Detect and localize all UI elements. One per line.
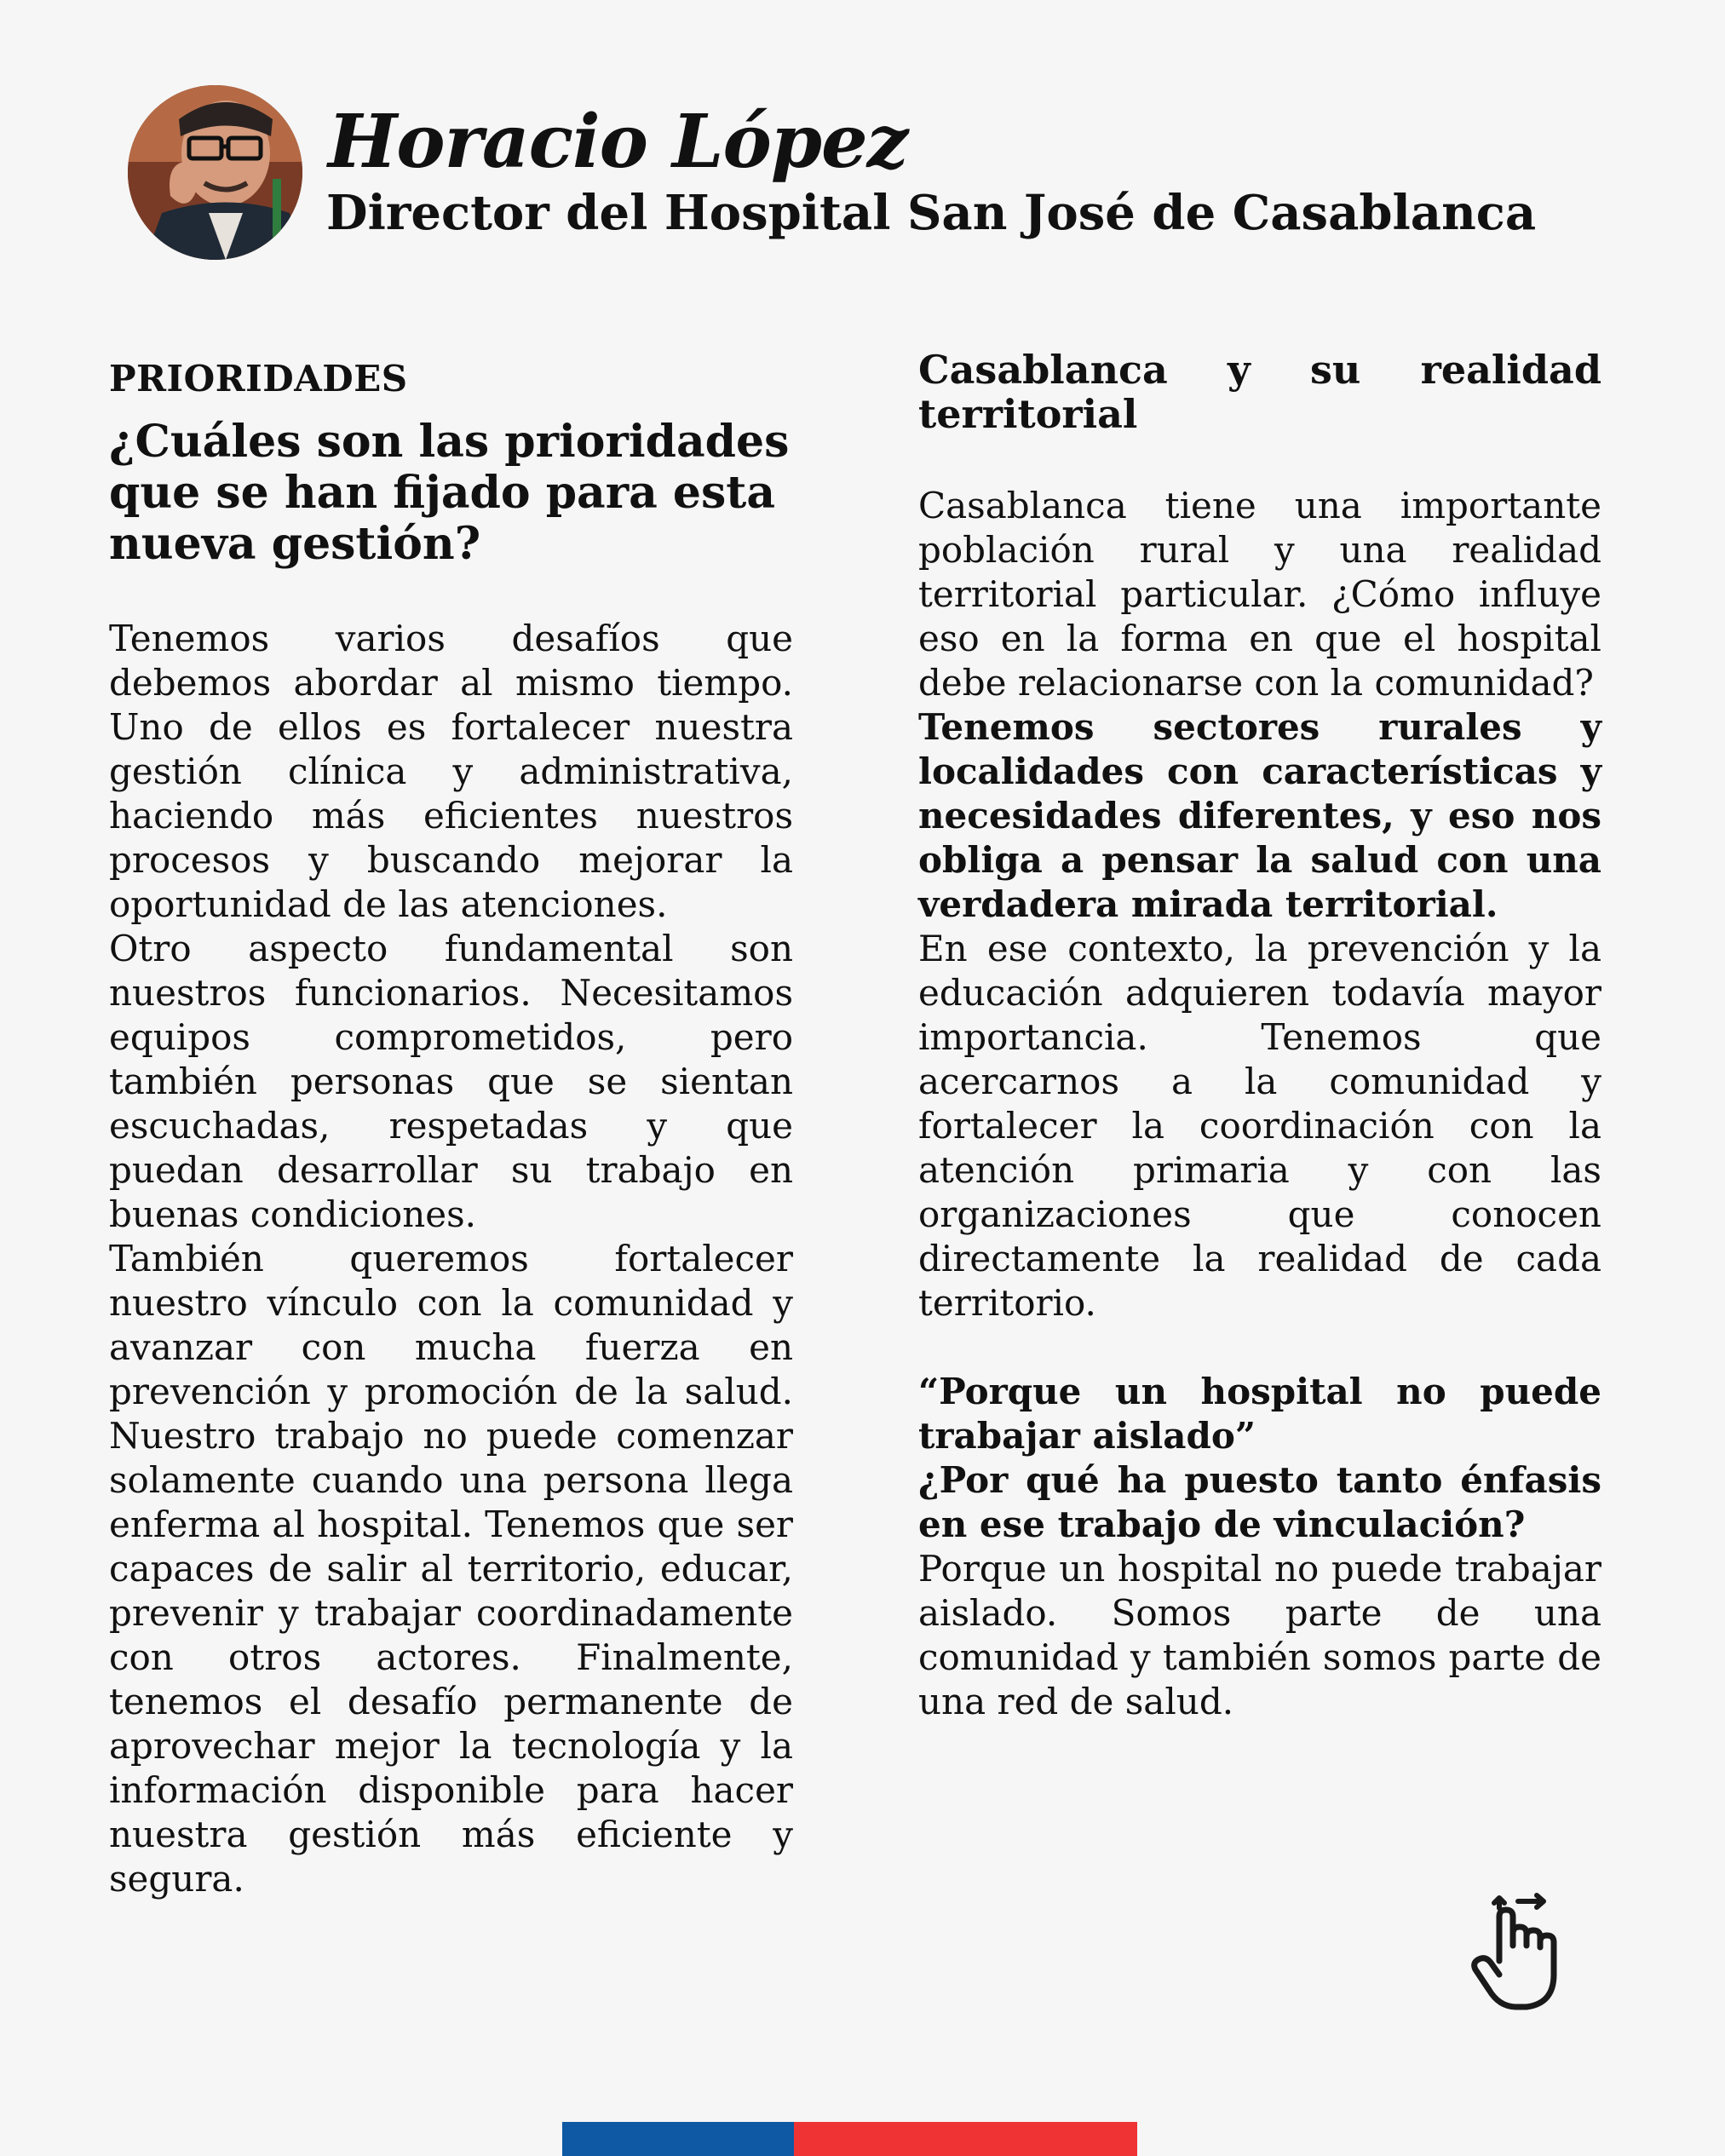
answer-paragraph: En ese contexto, la prevención y la educación adquieren todavía mayor importancia. Tenemos que acercarnos a la comunidad y fortalecer la coordinación con la atención primaria y con las organizaciones que conocen directamente la realidad de cada territorio. xyxy=(918,928,1601,1324)
interviewee-role: Director del Hospital San José de Casablanca xyxy=(326,185,1537,242)
right-column xyxy=(918,348,1601,1724)
interview-question: ¿Cuáles son las prioridades que se han fijado para esta nueva gestión? xyxy=(109,416,790,570)
interview-question: ¿Por qué ha puesto tanto énfasis en ese trabajo de vinculación? xyxy=(918,1459,1601,1545)
left-column xyxy=(109,358,793,1901)
answer-paragraph: Tenemos varios desafíos que debemos abordar al mismo tiempo. Uno de ellos es fortalecer nuestra gestión clínica y administrativa, haciendo más eficientes nuestros procesos y buscando mejorar la oportunidad de las atenciones. xyxy=(109,618,793,926)
avatar xyxy=(128,85,302,260)
flag-red-segment xyxy=(794,2122,1137,2156)
portrait-image xyxy=(128,85,302,260)
section-title: Casablanca y su realidad territorial xyxy=(918,347,1601,437)
answer-paragraph: Porque un hospital no puede trabajar aislado. Somos parte de una comunidad y también somos parte de una red de salud. xyxy=(918,1548,1601,1722)
article-header xyxy=(128,85,1536,260)
answer-paragraph: Otro aspecto fundamental son nuestros funcionarios. Necesitamos equipos comprometidos, pero también personas que se sientan escuchadas, respetadas y que puedan desarrollar su trabajo en buenas condiciones. xyxy=(109,928,793,1236)
section-kicker: PRIORIDADES xyxy=(109,358,408,400)
answer-paragraph: También queremos fortalecer nuestro vínculo con la comunidad y avanzar con mucha fuerza en prevención y promoción de la salud. Nuestro trabajo no puede comenzar solamente cuando una persona llega enferma al hospital. Tenemos que ser capaces de salir al territorio, educar, prevenir y trabajar coordinadamente con otros actores. Finalmente, tenemos el desafío permanente de aprovechar mejor la tecnología y la información disponible para hacer nuestra gestión más eficiente y segura. xyxy=(109,1238,793,1900)
pull-quote: “Porque un hospital no puede trabajar aislado” xyxy=(918,1371,1601,1457)
flag-blue-segment xyxy=(562,2122,794,2156)
spacer xyxy=(918,1325,1601,1370)
interviewee-name: Horacio López xyxy=(328,99,908,186)
footer-color-bar xyxy=(562,2122,1137,2156)
interview-question: Casablanca tiene una importante población rural y una realidad territorial particular. ¿Cómo influye eso en la forma en que el hospital debe relacionarse con la comunidad? xyxy=(918,485,1601,704)
hand-swipe-icon[interactable] xyxy=(1465,1893,1567,2012)
highlighted-answer: Tenemos sectores rurales y localidades con características y necesidades diferentes, y eso nos obliga a pensar la salud con una verdadera mirada territorial. xyxy=(918,706,1601,925)
